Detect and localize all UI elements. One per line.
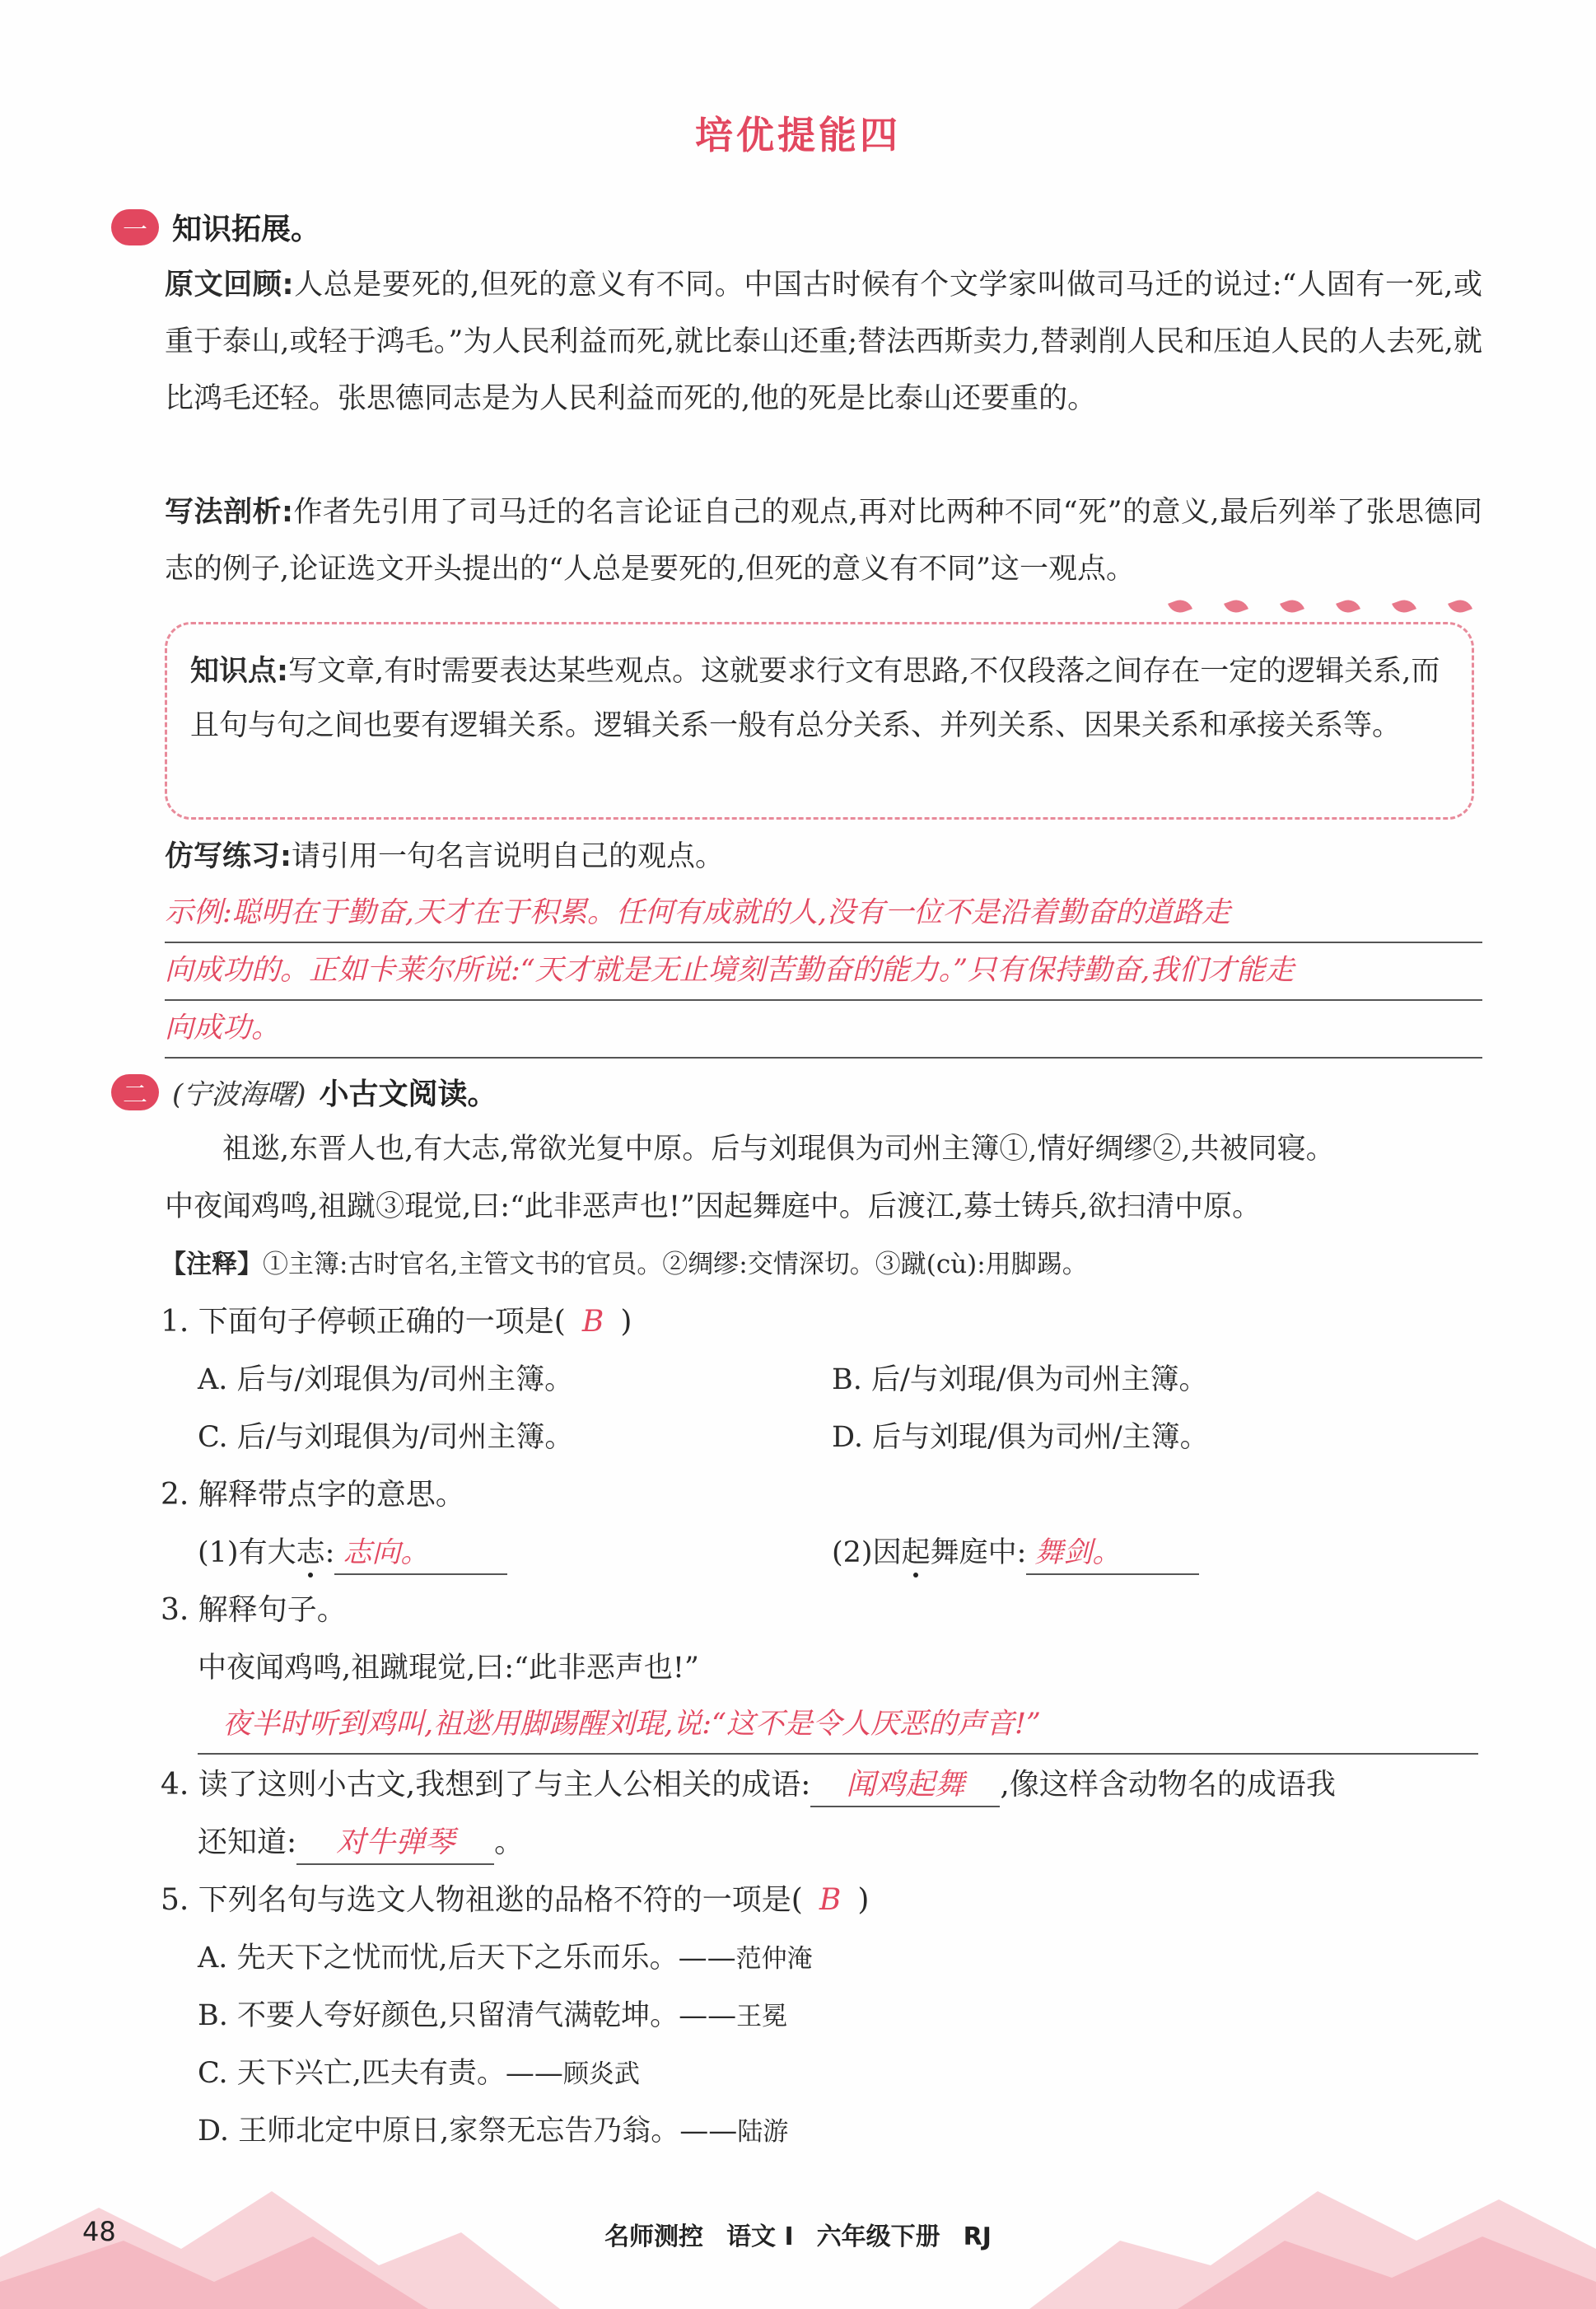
footer-brand: 名师测控 [604, 2223, 704, 2251]
section-1-badge: 一 [111, 209, 159, 245]
practice-prompt [165, 829, 1482, 886]
q4-answer-1: 闻鸡起舞 [810, 1764, 1000, 1807]
q1-answer: B [581, 1305, 604, 1339]
q2-item1-colon: : [324, 1536, 335, 1569]
practice-label: 仿写练习: [165, 840, 292, 873]
q1-option-b: B. 后/与刘琨/俱为司州主簿。 [832, 1363, 1208, 1396]
section-1-header [111, 206, 320, 248]
footer-subject: 语文 I [726, 2223, 794, 2251]
note-text: ①主簿:古时官名,主管文书的官员。②绸缪:交情深切。③蹴(cù):用脚踢。 [263, 1250, 1088, 1279]
review-text: 人总是要死的,但死的意义有不同。中国古时候有个文学家叫做司马迁的说过:“人固有一死,或重于泰山,或轻于鸿毛。”为人民利益而死,就比泰山还重;替法西斯卖力,替剥削人民和压迫人民的人去死,就比鸿毛还轻。张思德同志是为人民利益而死的,他的死是比泰山还要重的。 [165, 269, 1482, 415]
section-1-title: 知识拓展。 [172, 213, 321, 246]
question-4 [161, 1764, 1336, 1807]
page-title: 培优提能四 [695, 113, 901, 157]
q4-mid: ,像这样含动物名的成语我 [1000, 1768, 1336, 1802]
q1-option-d: D. 后与刘琨/俱为司州/主簿。 [832, 1421, 1209, 1454]
leaf-icon [1168, 596, 1192, 616]
leaf-icon [1392, 596, 1416, 616]
q2-item2-post: 舞庭中: [930, 1536, 1027, 1569]
q4-line2-pre: 还知道: [198, 1825, 297, 1859]
q2-item2-dotted-char: 起 [901, 1536, 931, 1569]
footer-info [0, 2216, 1596, 2252]
q5-option-a: A. 先天下之忧而忧,后天下之乐而乐。——范仲淹 [198, 1942, 813, 1975]
review-label: 原文回顾: [165, 269, 294, 301]
leaf-icon [1448, 596, 1472, 616]
q3-sentence: 中夜闻鸡鸣,祖蹴琨觉,曰:“此非恶声也!” [198, 1652, 699, 1685]
q4-stem: 4. 读了这则小古文,我想到了与主人公相关的成语: [161, 1768, 811, 1802]
q1-option-a: A. 后与/刘琨俱为/司州主簿。 [198, 1363, 574, 1396]
question-4-line-2 [198, 1822, 524, 1865]
passage-line: 祖逖,东晋人也,有大志,常欲光复中原。后与刘琨俱为司州主簿①,情好绸缪②,共被同寝。 [222, 1133, 1335, 1166]
leaf-icon [1336, 596, 1360, 616]
q4-answer-2: 对牛弹琴 [296, 1822, 494, 1865]
footer-grade: 六年级下册 [816, 2223, 940, 2251]
practice-answer-line: 示例:聪明在于勤奋,天才在于积累。任何有成就的人,没有一位不是沿着勤奋的道路走 [165, 886, 1482, 943]
note-label: 【注释】 [161, 1250, 263, 1279]
section-2-header [111, 1071, 497, 1113]
practice-answer [165, 886, 1482, 1059]
q5-close: ) [857, 1883, 870, 1917]
q3-answer-area [198, 1697, 1478, 1755]
q5-option-b: B. 不要人夸好颜色,只留清气满乾坤。——王冕 [198, 1999, 788, 2032]
q1-stem: 1. 下面句子停顿正确的一项是( [161, 1305, 566, 1339]
analysis-text: 作者先引用了司马迁的名言论证自己的观点,再对比两种不同“死”的意义,最后列举了张思德同志的例子,论证选文开头提出的“人总是要死的,但死的意义有不同”这一观点。 [165, 496, 1482, 586]
section-2-source: (宁波海曙) [172, 1078, 306, 1111]
practice-answer-line: 向成功。 [165, 1001, 1482, 1059]
question-1 [161, 1302, 632, 1343]
leaf-icon [1224, 596, 1248, 616]
q3-answer: 夜半时听到鸡叫,祖逖用脚踢醒刘琨,说:“这不是令人厌恶的声音!” [198, 1697, 1478, 1755]
knowledge-label: 知识点: [190, 655, 288, 688]
question-5 [161, 1880, 869, 1921]
passage-line: 中夜闻鸡鸣,祖蹴③琨觉,曰:“此非恶声也!”因起舞庭中。后渡江,募士铸兵,欲扫清中原。 [165, 1190, 1262, 1223]
leaf-decoration [1169, 600, 1471, 613]
q1-close: ) [620, 1305, 632, 1339]
q4-end: 。 [494, 1825, 525, 1859]
practice-answer-line: 向成功的。正如卡莱尔所说:“天才就是无止境刻苦勤奋的能力。”只有保持勤奋,我们才能走 [165, 943, 1482, 1001]
q2-item1-dotted-char: 志 [296, 1536, 325, 1569]
practice-text: 请引用一句名言说明自己的观点。 [292, 840, 725, 873]
section-2-title: 小古文阅读。 [319, 1077, 497, 1111]
q5-stem: 5. 下列名句与选文人物祖逖的品格不符的一项是( [161, 1883, 803, 1917]
question-2: 2. 解释带点字的意思。 [161, 1478, 465, 1512]
knowledge-box [165, 622, 1474, 820]
q2-item-1 [198, 1532, 507, 1575]
q2-item1-pre: (1)有大 [198, 1536, 296, 1569]
q2-item2-pre: (2)因 [832, 1536, 902, 1569]
question-3: 3. 解释句子。 [161, 1593, 347, 1627]
section-2-badge: 二 [111, 1074, 159, 1110]
q1-option-c: C. 后/与刘琨俱为/司州主簿。 [198, 1421, 574, 1454]
original-review [165, 257, 1482, 428]
annotation [161, 1244, 1088, 1285]
q2-item1-answer: 志向。 [334, 1532, 507, 1575]
q5-option-c: C. 天下兴亡,匹夫有责。——顾炎武 [198, 2057, 640, 2090]
knowledge-text: 写文章,有时需要表达某些观点。这就要求行文有思路,不仅段落之间存在一定的逻辑关系,而且句与句之间也要有逻辑关系。逻辑关系一般有总分关系、并列关系、因果关系和承接关系等。 [190, 655, 1440, 742]
analysis-label: 写法剖析: [165, 496, 293, 529]
q5-answer: B [819, 1883, 842, 1917]
page-number: 48 [82, 2216, 116, 2247]
writing-analysis [165, 484, 1482, 598]
q2-item2-answer: 舞剑。 [1026, 1532, 1199, 1575]
q5-option-d: D. 王师北定中原日,家祭无忘告乃翁。——陆游 [198, 2115, 789, 2148]
footer-edition: RJ [963, 2223, 992, 2251]
q2-item-2 [832, 1532, 1199, 1575]
leaf-icon [1280, 596, 1304, 616]
